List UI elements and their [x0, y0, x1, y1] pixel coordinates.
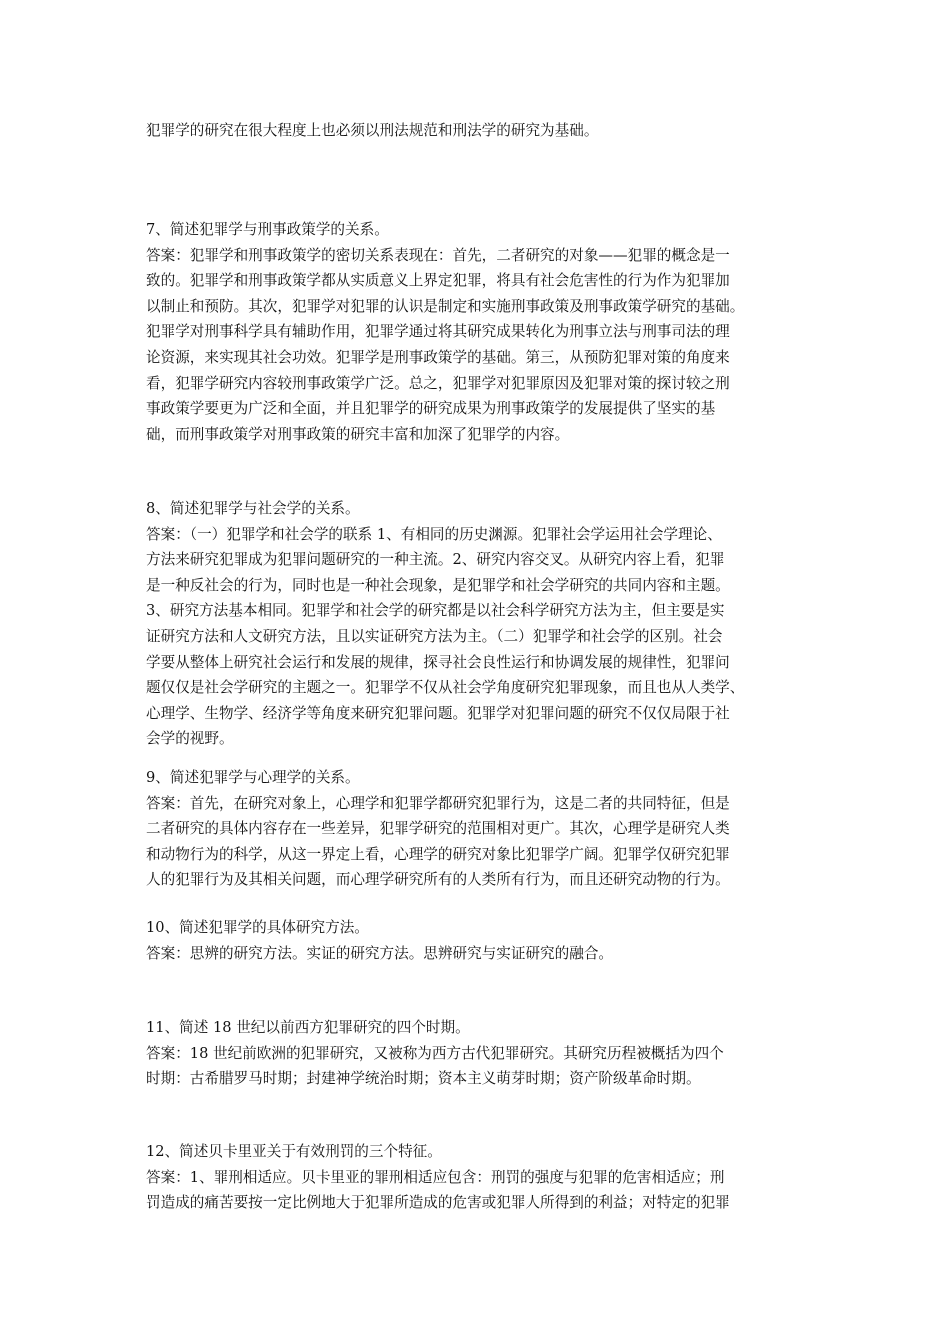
paragraph-line: 事政策学要更为广泛和全面，并且犯罪学的研究成果为刑事政策学的发展提供了坚实的基: [146, 400, 716, 418]
paragraph-line: 和动物行为的科学，从这一界定上看，心理学的研究对象比犯罪学广阔。犯罪学仅研究犯罪: [146, 845, 730, 863]
paragraph-question-12: [146, 1139, 808, 1216]
paragraph-line-heading: 犯罪学的研究在很大程度上也必须以刑法规范和刑法学的研究为基础。: [146, 122, 599, 139]
paragraph-line: 时期：古希腊罗马时期；封建神学统治时期；资本主义萌芽时期；资产阶级革命时期。: [146, 1070, 701, 1088]
paragraph-line: 答案：犯罪学和刑事政策学的密切关系表现在：首先，二者研究的对象——犯罪的概念是一: [146, 246, 730, 264]
paragraph-line: 犯罪学对刑事科学具有辅助作用，犯罪学通过将其研究成果转化为刑事立法与刑事司法的理: [146, 323, 730, 341]
paragraph-intro: [146, 118, 808, 144]
paragraph-line: 学要从整体上研究社会运行和发展的规律，探寻社会良性运行和协调发展的规律性，犯罪问: [146, 653, 730, 671]
paragraph-line-heading: 12、简述贝卡里亚关于有效刑罚的三个特征。: [146, 1143, 442, 1160]
paragraph-line: 心理学、生物学、经济学等角度来研究犯罪问题。犯罪学对犯罪问题的研究不仅仅局限于社: [146, 704, 730, 722]
paragraph-line: 会学的视野。: [146, 730, 234, 748]
paragraph-question-8: [146, 496, 808, 752]
paragraph-line: 答案：思辨的研究方法。实证的研究方法。思辨研究与实证研究的融合。: [146, 944, 614, 962]
paragraph-line: 础，而刑事政策学对刑事政策的研究丰富和加深了犯罪学的内容。: [146, 425, 570, 443]
paragraph-line-heading: 10、简述犯罪学的具体研究方法。: [146, 919, 369, 936]
paragraph-line-heading: 7、简述犯罪学与刑事政策学的关系。: [146, 221, 389, 238]
paragraph-line-heading: 9、简述犯罪学与心理学的关系。: [146, 769, 360, 786]
paragraph-line: 答案：首先，在研究对象上，心理学和犯罪学都研究犯罪行为，这是二者的共同特征，但是: [146, 794, 730, 812]
paragraph-line: 答案：1、罪刑相适应。贝卡里亚的罪刑相适应包含：刑罚的强度与犯罪的危害相适应；刑: [146, 1168, 725, 1186]
paragraph-line-heading: 11、简述 18 世纪以前西方犯罪研究的四个时期。: [146, 1019, 470, 1036]
paragraph-line: 人的犯罪行为及其相关问题，而心理学研究所有的人类所有行为，而且还研究动物的行为。: [146, 871, 730, 889]
paragraph-line: 是一种反社会的行为，同时也是一种社会现象，是犯罪学和社会学研究的共同内容和主题。: [146, 576, 730, 594]
paragraph-question-9: [146, 765, 808, 893]
paragraph-line: 答案：（一）犯罪学和社会学的联系 1、有相同的历史渊源。犯罪社会学运用社会学理论、: [146, 525, 722, 543]
paragraph-line-heading: 8、简述犯罪学与社会学的关系。: [146, 500, 360, 517]
paragraph-line: 看，犯罪学研究内容较刑事政策学广泛。总之，犯罪学对犯罪原因及犯罪对策的探讨较之刑: [146, 374, 730, 392]
paragraph-question-10: [146, 915, 808, 966]
paragraph-line: 3、研究方法基本相同。犯罪学和社会学的研究都是以社会科学研究方法为主，但主要是实: [146, 602, 725, 620]
paragraph-question-7: [146, 217, 808, 447]
paragraph-question-11: [146, 1015, 808, 1092]
paragraph-line: 答案：18 世纪前欧洲的犯罪研究，又被称为西方古代犯罪研究。其研究历程被概括为四个: [146, 1044, 724, 1062]
paragraph-line: 二者研究的具体内容存在一些差异，犯罪学研究的范围相对更广。其次，心理学是研究人类: [146, 820, 730, 838]
paragraph-line: 以制止和预防。其次，犯罪学对犯罪的认识是制定和实施刑事政策及刑事政策学研究的基础。: [146, 297, 745, 315]
paragraph-line: 论资源，来实现其社会功效。犯罪学是刑事政策学的基础。第三，从预防犯罪对策的角度来: [146, 348, 730, 366]
paragraph-line: 题仅仅是社会学研究的主题之一。犯罪学不仅从社会学角度研究犯罪现象，而且也从人类学、: [146, 679, 745, 697]
paragraph-line: 罚造成的痛苦要按一定比例地大于犯罪所造成的危害或犯罪人所得到的利益；对特定的犯罪: [146, 1194, 730, 1212]
paragraph-line: 证研究方法和人文研究方法，且以实证研究方法为主。（二）犯罪学和社会学的区别。社会: [146, 627, 723, 645]
paragraph-line: 致的。犯罪学和刑事政策学都从实质意义上界定犯罪，将具有社会危害性的行为作为犯罪加: [146, 272, 730, 290]
paragraph-line: 方法来研究犯罪成为犯罪问题研究的一种主流。2、研究内容交叉。从研究内容上看，犯罪: [146, 551, 725, 569]
